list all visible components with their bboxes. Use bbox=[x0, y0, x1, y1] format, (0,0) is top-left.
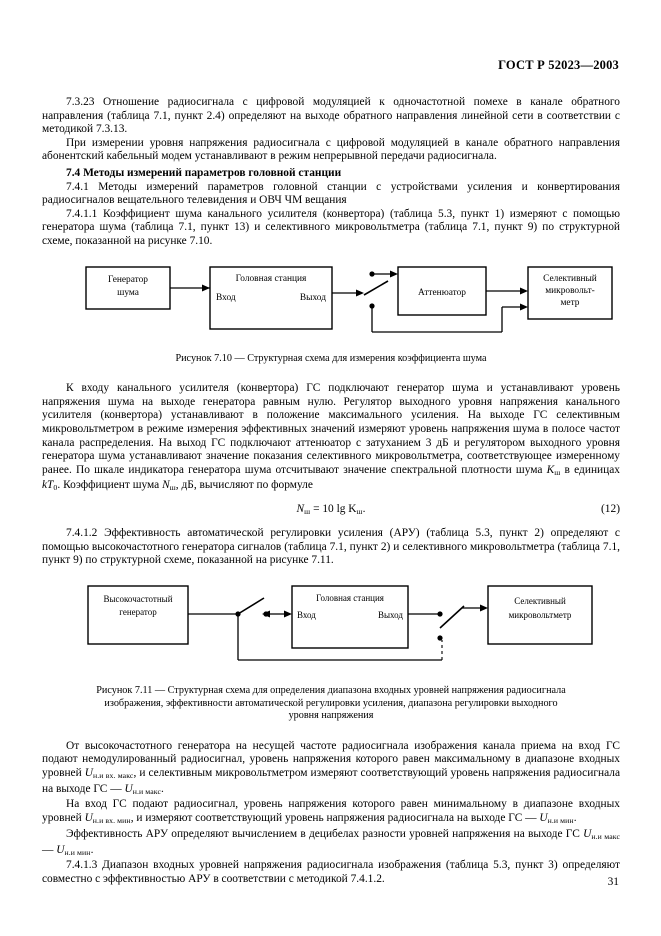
paragraph-7-4-1-3: 7.4.1.3 Диапазон входных уровней напряжения радиосигнала изображения (таблица 5.3, пункт 3) определяют совместно с эффективностью АРУ в соответствии с методикой 7.4.1.2. bbox=[42, 859, 620, 885]
block-head-station-title: Головная станция bbox=[316, 592, 384, 603]
symbol-u-out-min-sub: н.и мин bbox=[547, 816, 574, 826]
symbol-n-sh: N bbox=[162, 479, 170, 492]
arrowhead-gen-to-station bbox=[202, 284, 210, 291]
aru-text-a: Эффективность АРУ определяют вычислением в децибелах разности уровней напряжения на выходе ГС bbox=[66, 827, 584, 840]
noise-text-a: К входу канального усилителя (конвертора) ГС подключают генератор шума и устанавливают уровень напряжения шума на выходе генератора равным нулю. Регулятор выходного уровня напряжения канального усилителя (конвертора) устанавливают в положение максимального усиления. На выходе ГС селективным микровольтметром в режиме измерения эффективных значений измеряют уровень напряжения шума в полосе частот канала распределения. На выход ГС подключают аттенюатор с затуханием 3 дБ и регулятором выходного уровня генератора шума устанавливают значение показания селективного микровольтметра, соответствующее измеренному ранее. По шкале индикатора генератора шума отсчитывают значение спектральной плотности шума bbox=[42, 382, 620, 476]
figure-7-10-diagram bbox=[42, 259, 620, 345]
symbol-u-out-max-sub: н.и макс bbox=[132, 786, 161, 796]
section-heading-7-4: 7.4 Методы измерений параметров головной станции bbox=[66, 166, 342, 179]
paragraph-7-3-23: 7.3.23 Отношение радиосигнала с цифровой модуляцией к одночастотной помехе в канале обратного направления (таблица 7.1, пункт 2.4) определяют на выходе обратного направления линейной сети в соответствии с методикой 7.3.13. bbox=[42, 96, 620, 136]
symbol-u-aru-max: U bbox=[583, 827, 592, 840]
hf-text-c: . bbox=[161, 782, 164, 795]
paragraph-aru-effectiveness bbox=[42, 828, 620, 860]
block-meter-line-1: Селективный bbox=[543, 273, 597, 284]
arrowhead-switch-to-station bbox=[284, 610, 292, 617]
paragraph-7-4-1-1: 7.4.1.1 Коэффициент шума канального усилителя (конвертора) (таблица 5.3, пункт 1) измеряют с помощью генератора шума (таблица 7.1, пункт 13) и селективного микровольтметра (таблица 7.1, пункт 9) по структурной схеме, показанной на рисунке 7.10. bbox=[42, 207, 620, 247]
block-noise-generator-line-2: шума bbox=[117, 287, 139, 298]
formula-12-row bbox=[42, 503, 620, 519]
formula-n: N bbox=[296, 503, 305, 516]
symbol-n-sh-sub: ш bbox=[169, 483, 176, 493]
switch-blade-1 bbox=[364, 281, 388, 295]
figure-7-10 bbox=[42, 259, 620, 345]
min-text-c: . bbox=[573, 812, 577, 825]
block-meter-line-2: микровольт- bbox=[545, 285, 595, 296]
paragraph-min-measurement bbox=[42, 798, 620, 827]
min-text-b: , и измеряют соответствующий уровень напряжения радиосигнала на выходе ГС — bbox=[130, 812, 540, 825]
figure-7-11-caption-line-3: уровня напряжения bbox=[288, 710, 374, 722]
noise-text-b: в единицах bbox=[560, 463, 620, 476]
symbol-kt0-sub: 0 bbox=[53, 483, 58, 493]
page-header: ГОСТ Р 52023—2003 bbox=[498, 58, 619, 72]
hf-text-b: , и селективным микровольтметром измеряют соответствующий уровень напряжения радиосигнала на выходе ГС — bbox=[42, 766, 620, 795]
block-meter-line-1: Селективный bbox=[514, 595, 566, 606]
symbol-u-aru-min-sub: н.и мин bbox=[64, 847, 91, 857]
symbol-u-in-max-sub: н.и вх. макс bbox=[92, 771, 134, 781]
paragraph-noise-method bbox=[42, 382, 620, 495]
arrowhead-bypass-to-meter bbox=[520, 303, 528, 310]
min-text-a: На вход ГС подают радиосигнал, уровень напряжения которого равен минимальному в диапазоне входных уровней bbox=[42, 798, 620, 825]
block-hf-generator-line-1: Высокочастотный bbox=[103, 593, 173, 604]
block-head-station-output-label: Выход bbox=[299, 292, 326, 303]
symbol-u-aru-max-sub: н.и макс bbox=[591, 831, 620, 841]
switch-contact-right-lower bbox=[437, 635, 442, 640]
junction-node-right bbox=[437, 611, 442, 616]
symbol-k-sh-sub: ш bbox=[554, 467, 561, 477]
block-head-station-input-label: Вход bbox=[216, 292, 236, 303]
switch-blade-left bbox=[238, 598, 264, 614]
switch-blade-right bbox=[440, 606, 464, 628]
paragraph-7-4-1-2: 7.4.1.2 Эффективность автоматической регулировки усиления (АРУ) (таблица 5.3, пункт 2) определяют с помощью высокочастотного генератора сигналов (таблица 7.1, пункт 2) и селективного микровольтметра (таблица 7.1, пункт 9) по структурной схеме, показанной на рисунке 7.11. bbox=[42, 527, 620, 567]
formula-n-sub: ш bbox=[304, 507, 311, 517]
page-content bbox=[42, 96, 620, 886]
figure-7-11 bbox=[42, 580, 620, 672]
block-head-station-input-label: Вход bbox=[297, 609, 316, 620]
block-head-station-output-label: Выход bbox=[377, 609, 403, 620]
figure-7-11-caption-line-2: изображения, эффективности автоматической регулировки усиления, диапазона регулировки выходного bbox=[104, 697, 558, 709]
formula-rest: = 10 lg K bbox=[310, 503, 357, 516]
symbol-kt0: kT bbox=[42, 479, 54, 492]
symbol-u-in-max: U bbox=[84, 766, 93, 779]
paragraph-modem: При измерении уровня напряжения радиосигнала с цифровой модуляцией в канале обратного направления абонентский кабельный модем устанавливают в режим непрерывной передачи радиосигнала. bbox=[42, 136, 620, 163]
symbol-k-sh: K bbox=[546, 463, 555, 476]
symbol-u-in-min: U bbox=[84, 812, 93, 825]
block-noise-generator-line-1: Генератор bbox=[108, 274, 148, 285]
block-head-station-title: Головная станция bbox=[235, 273, 307, 284]
page-number: 31 bbox=[607, 876, 619, 888]
block-meter-line-3: метр bbox=[560, 297, 580, 308]
formula-12-number: (12) bbox=[601, 503, 620, 516]
symbol-u-out-max: U bbox=[124, 782, 133, 795]
formula-k-sub: ш bbox=[356, 507, 363, 517]
symbol-u-aru-min: U bbox=[56, 843, 65, 856]
formula-tail: . bbox=[362, 503, 366, 516]
formula-12 bbox=[42, 503, 620, 516]
arrowhead-attenuator-to-meter bbox=[520, 287, 528, 294]
figure-7-11-caption-line-1: Рисунок 7.11 — Структурная схема для определения диапазона входных уровней напряжения радиосигнала bbox=[96, 684, 566, 696]
aru-text-b: — bbox=[42, 843, 57, 856]
aru-text-c: . bbox=[90, 843, 94, 856]
symbol-u-in-min-sub: н.и вх. мин bbox=[92, 816, 131, 826]
arrowhead-switch-to-meter bbox=[480, 604, 488, 611]
block-meter-line-2: микровольтметр bbox=[508, 609, 572, 620]
paragraph-hf-measurement bbox=[42, 740, 620, 799]
arrowhead-switch-upper bbox=[390, 270, 398, 277]
block-hf-generator-line-2: генератор bbox=[119, 606, 157, 617]
noise-text-c: . Коэффициент шума bbox=[57, 479, 163, 492]
noise-text-d: , дБ, вычисляют по формуле bbox=[175, 479, 313, 492]
figure-7-10-caption: Рисунок 7.10 — Структурная схема для измерения коэффициента шума bbox=[175, 352, 487, 364]
block-attenuator-label: Аттенюатор bbox=[418, 287, 466, 298]
arrowhead-station-to-switch bbox=[356, 289, 364, 296]
hf-text-a: От высокочастотного генератора на несущей частоте радиосигнала изображения канала приема на вход ГС подают немодулированный радиосигнал, уровень напряжения которого равен максимальному в диапазоне входных уровней bbox=[42, 739, 620, 779]
figure-7-11-diagram bbox=[42, 580, 620, 672]
symbol-u-out-min: U bbox=[539, 812, 548, 825]
paragraph-7-4-1: 7.4.1 Методы измерений параметров головной станции с устройствами усиления и конвертирования радиосигналов вещательного телевидения и ОВЧ ЧМ вещания bbox=[42, 180, 620, 207]
